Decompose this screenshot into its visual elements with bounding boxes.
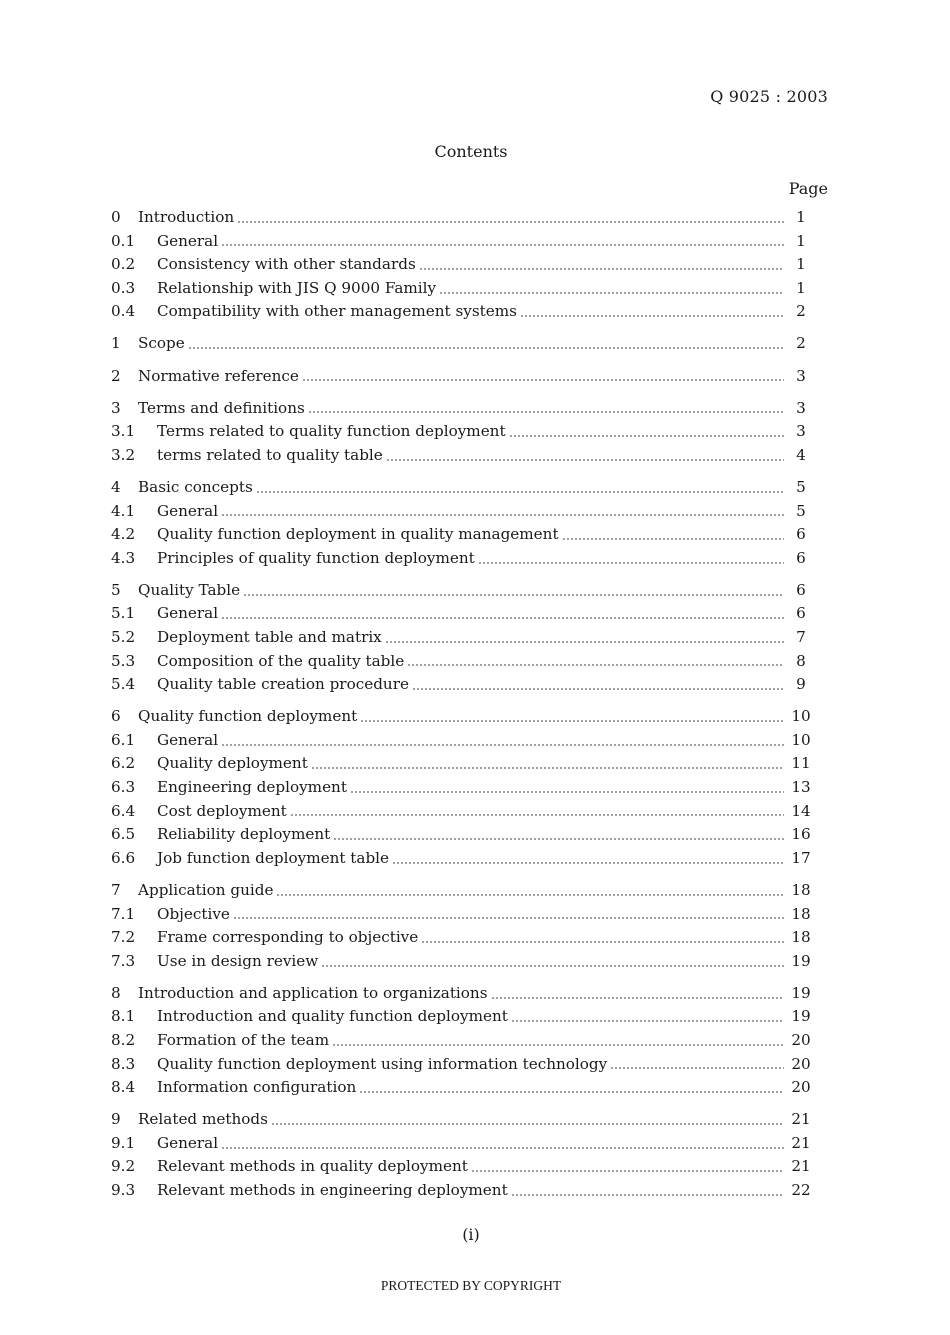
toc-entry-title: Application guide <box>138 880 274 899</box>
toc-entry-title: Introduction <box>138 208 235 226</box>
toc-subsection-entry[interactable] <box>111 903 814 927</box>
dot-leader <box>221 514 784 516</box>
toc-entry-number: 4.3 <box>111 548 136 567</box>
toc-entry-title: Cost deployment <box>157 801 287 820</box>
toc-entry-title: Relevant methods in engineering deployment <box>157 1181 508 1200</box>
dot-leader <box>221 244 784 246</box>
toc-subsection-entry[interactable] <box>111 277 814 301</box>
dot-leader <box>491 997 784 999</box>
toc-entry-title: Quality function deployment <box>138 707 358 726</box>
dot-leader <box>233 917 784 919</box>
toc-subsection-entry[interactable] <box>111 420 814 444</box>
toc-entry-page: 20 <box>791 1031 811 1049</box>
dot-leader <box>520 315 784 317</box>
toc-section-entry[interactable] <box>111 982 814 1006</box>
toc-section-entry[interactable] <box>111 332 814 356</box>
toc-subsection-entry[interactable] <box>111 926 814 950</box>
dot-leader <box>350 791 784 793</box>
toc-entry-title: Formation of the team <box>157 1031 330 1049</box>
dot-leader <box>302 379 784 381</box>
toc-entry-number: 6.5 <box>111 825 136 844</box>
dot-leader <box>276 894 784 896</box>
toc-entry-page: 19 <box>791 951 811 970</box>
toc-subsection-entry[interactable] <box>111 673 814 697</box>
toc-entry-page: 6 <box>796 580 806 599</box>
toc-entry-number: 6.3 <box>111 778 136 797</box>
toc-entry-number: 8.3 <box>111 1054 136 1073</box>
copyright-notice: PROTECTED BY COPYRIGHT <box>380 1278 562 1293</box>
toc-entry-page: 21 <box>791 1110 811 1129</box>
toc-entry-number: 5.4 <box>111 675 136 694</box>
dot-leader <box>243 594 784 596</box>
dot-leader <box>562 538 784 540</box>
dot-leader <box>511 1020 784 1022</box>
toc-entry-number: 3.1 <box>111 422 136 441</box>
toc-entry-page: 1 <box>796 231 806 250</box>
toc-entry-page: 5 <box>796 477 806 496</box>
toc-entry-title: Information configuration <box>157 1078 357 1097</box>
toc-entry-title: Relationship with JIS Q 9000 Family <box>157 278 437 297</box>
toc-entry-title: Quality Table <box>138 580 241 599</box>
toc-entry-page: 16 <box>791 825 811 844</box>
toc-entry-page: 18 <box>791 928 811 947</box>
toc-entry-title: Relevant methods in quality deployment <box>157 1157 468 1176</box>
toc-entry-number: 8.2 <box>111 1031 136 1049</box>
dot-leader <box>333 838 784 840</box>
toc-entry-title: General <box>157 1133 219 1152</box>
toc-entry-page: 6 <box>796 525 806 544</box>
dot-leader <box>385 641 784 643</box>
toc-entry-number: 4.2 <box>111 525 136 544</box>
toc-subsection-entry[interactable] <box>111 300 814 324</box>
toc-entry-page: 10 <box>791 730 811 749</box>
toc-entry-number: 0.4 <box>111 302 136 321</box>
toc-entry-page: 21 <box>791 1133 811 1152</box>
toc-entry-title: Deployment table and matrix <box>157 628 382 646</box>
dot-leader <box>290 814 784 816</box>
toc-entry-page: 17 <box>791 848 811 867</box>
toc-entry-page: 6 <box>796 548 806 567</box>
toc-entry-title: Terms and definitions <box>138 398 305 417</box>
toc-section-group <box>111 879 814 973</box>
toc-entry-page: 3 <box>796 366 806 385</box>
toc-entry-page: 18 <box>791 904 811 923</box>
toc-entry-title: Composition of the quality table <box>157 651 405 670</box>
page-folio: (i) <box>462 1225 480 1244</box>
page-title: Contents <box>434 142 508 161</box>
toc-entry-title: terms related to quality table <box>157 445 383 464</box>
dot-leader <box>256 491 784 493</box>
toc-entry-title: Reliability deployment <box>157 825 331 844</box>
toc-entry-number: 9.2 <box>111 1157 136 1176</box>
toc-entry-title: Introduction and quality function deployment <box>157 1007 508 1026</box>
toc-section-group <box>111 705 814 870</box>
toc-section-group <box>111 206 814 324</box>
toc-section-entry[interactable] <box>111 579 814 603</box>
toc-entry-page: 22 <box>791 1181 811 1200</box>
toc-entry-number: 6.1 <box>111 730 136 749</box>
dot-leader <box>188 347 784 349</box>
dot-leader <box>311 767 784 769</box>
toc-section-group <box>111 579 814 697</box>
toc-subsection-entry[interactable] <box>111 547 814 571</box>
toc-entry-number: 6.6 <box>111 848 136 867</box>
toc-entry-number: 8.1 <box>111 1007 136 1026</box>
toc-entry-page: 6 <box>796 604 806 623</box>
toc-entry-number: 5.1 <box>111 604 136 623</box>
toc-entry-number: 9.1 <box>111 1133 136 1152</box>
toc-subsection-entry[interactable] <box>111 523 814 547</box>
dot-leader <box>439 292 784 294</box>
toc-section-entry[interactable] <box>111 206 814 230</box>
toc-entry-title: Introduction and application to organizations <box>138 983 488 1002</box>
toc-entry-page: 5 <box>796 501 806 520</box>
toc-entry-number: 7 <box>111 880 121 899</box>
toc-entry-page: 4 <box>796 445 806 464</box>
toc-entry-title: General <box>157 730 219 749</box>
toc-entry-number: 8.4 <box>111 1078 136 1097</box>
toc-entry-title: Quality table creation procedure <box>157 675 409 694</box>
toc-entry-title: Quality deployment <box>157 754 308 773</box>
toc-subsection-entry[interactable] <box>111 1076 814 1100</box>
toc-entry-title: Normative reference <box>138 366 299 385</box>
toc-entry-title: Engineering deployment <box>157 778 347 797</box>
dot-leader <box>386 459 784 461</box>
toc-entry-title: Quality function deployment in quality management <box>157 525 559 544</box>
toc-entry-number: 5 <box>111 580 121 599</box>
toc-subsection-entry[interactable] <box>111 500 814 524</box>
toc-entry-number: 8 <box>111 983 121 1002</box>
toc-section-group <box>111 397 814 468</box>
toc-subsection-entry[interactable] <box>111 823 814 847</box>
dot-leader <box>221 744 784 746</box>
dot-leader <box>478 562 784 564</box>
toc-entry-page: 13 <box>791 778 811 797</box>
toc-subsection-entry[interactable] <box>111 1179 814 1203</box>
dot-leader <box>509 435 784 437</box>
dot-leader <box>471 1170 784 1172</box>
toc-entry-number: 0.2 <box>111 255 136 274</box>
toc-section-group <box>111 982 814 1100</box>
dot-leader <box>237 221 784 223</box>
toc-entry-page: 18 <box>791 880 811 899</box>
toc-subsection-entry[interactable] <box>111 1029 814 1053</box>
dot-leader <box>412 688 784 690</box>
toc-entry-page: 19 <box>791 983 811 1002</box>
toc-section-entry[interactable] <box>111 365 814 389</box>
toc-subsection-entry[interactable] <box>111 800 814 824</box>
toc-entry-title: Related methods <box>138 1110 268 1129</box>
dot-leader <box>610 1067 784 1069</box>
toc-entry-page: 19 <box>791 1007 811 1026</box>
dot-leader <box>511 1194 784 1196</box>
toc-section-group <box>111 365 814 389</box>
dot-leader <box>407 664 784 666</box>
toc-section-group <box>111 476 814 570</box>
toc-entry-page: 3 <box>796 398 806 417</box>
toc-subsection-entry[interactable] <box>111 230 814 254</box>
dot-leader <box>392 862 784 864</box>
toc-subsection-entry[interactable] <box>111 776 814 800</box>
toc-entry-page: 3 <box>796 422 806 441</box>
toc-entry-title: General <box>157 604 219 623</box>
toc-entry-title: Terms related to quality function deployment <box>157 422 506 441</box>
toc-entry-page: 7 <box>796 628 806 646</box>
toc-entry-number: 4 <box>111 477 121 496</box>
toc-subsection-entry[interactable] <box>111 650 814 674</box>
toc-entry-number: 9.3 <box>111 1181 136 1200</box>
toc-entry-number: 5.2 <box>111 628 136 646</box>
toc-entry-page: 21 <box>791 1157 811 1176</box>
toc-entry-number: 1 <box>111 334 121 353</box>
toc-entry-page: 10 <box>791 707 811 726</box>
page-column-header: Page <box>788 179 828 198</box>
dot-leader <box>271 1123 784 1125</box>
dot-leader <box>321 965 784 967</box>
toc-entry-number: 5.3 <box>111 651 136 670</box>
toc-entry-page: 2 <box>796 302 806 321</box>
toc-entry-number: 7.2 <box>111 928 136 947</box>
toc-entry-number: 7.3 <box>111 951 136 970</box>
toc-entry-page: 8 <box>796 651 806 670</box>
toc-section-entry[interactable] <box>111 879 814 903</box>
toc-entry-page: 11 <box>791 754 811 773</box>
toc-entry-title: General <box>157 231 219 250</box>
toc-section-entry[interactable] <box>111 397 814 421</box>
toc-section-group <box>111 1108 814 1202</box>
toc-section-entry[interactable] <box>111 476 814 500</box>
toc-entry-title: General <box>157 501 219 520</box>
toc-subsection-entry[interactable] <box>111 847 814 871</box>
toc-subsection-entry[interactable] <box>111 950 814 974</box>
toc-entry-title: Consistency with other standards <box>157 255 416 274</box>
toc-entry-number: 6 <box>111 707 121 726</box>
dot-leader <box>360 720 784 722</box>
toc-entry-page: 20 <box>791 1054 811 1073</box>
toc-entry-number: 3 <box>111 398 121 417</box>
toc-entry-number: 0.1 <box>111 231 136 250</box>
toc-entry-number: 3.2 <box>111 445 136 464</box>
dot-leader <box>308 411 784 413</box>
toc-entry-title: Basic concepts <box>138 477 253 496</box>
toc-entry-number: 0.3 <box>111 278 136 297</box>
toc-entry-title: Compatibility with other management systems <box>157 302 517 321</box>
toc-subsection-entry[interactable] <box>111 1132 814 1156</box>
toc-entry-title: Frame corresponding to objective <box>157 928 419 947</box>
toc-section-group <box>111 332 814 356</box>
toc-entry-number: 7.1 <box>111 904 136 923</box>
toc-entry-number: 4.1 <box>111 501 136 520</box>
toc-entry-number: 2 <box>111 366 121 385</box>
document-number: Q 9025 : 2003 <box>710 87 828 106</box>
toc-subsection-entry[interactable] <box>111 602 814 626</box>
toc-subsection-entry[interactable] <box>111 444 814 468</box>
dot-leader <box>332 1044 784 1046</box>
dot-leader <box>419 268 784 270</box>
toc-entry-page: 1 <box>796 208 806 226</box>
dot-leader <box>221 617 784 619</box>
toc-subsection-entry[interactable] <box>111 1005 814 1029</box>
dot-leader <box>359 1091 784 1093</box>
toc-subsection-entry[interactable] <box>111 752 814 776</box>
toc-subsection-entry[interactable] <box>111 1053 814 1077</box>
toc-entry-page: 2 <box>796 334 806 353</box>
toc-subsection-entry[interactable] <box>111 626 814 650</box>
toc-entry-title: Principles of quality function deployment <box>157 548 475 567</box>
toc-entry-title: Quality function deployment using information technology <box>157 1054 608 1073</box>
toc-subsection-entry[interactable] <box>111 729 814 753</box>
toc-entry-number: 9 <box>111 1110 121 1129</box>
toc-section-entry[interactable] <box>111 1108 814 1132</box>
table-of-contents <box>111 206 814 1211</box>
toc-entry-page: 14 <box>791 801 811 820</box>
toc-subsection-entry[interactable] <box>111 253 814 277</box>
toc-subsection-entry[interactable] <box>111 1155 814 1179</box>
toc-entry-title: Job function deployment table <box>157 848 390 867</box>
toc-entry-page: 9 <box>796 675 806 694</box>
toc-entry-title: Scope <box>138 334 185 353</box>
toc-entry-title: Use in design review <box>157 951 319 970</box>
toc-entry-page: 1 <box>796 255 806 274</box>
toc-section-entry[interactable] <box>111 705 814 729</box>
dot-leader <box>421 941 784 943</box>
toc-entry-page: 1 <box>796 278 806 297</box>
toc-entry-title: Objective <box>157 904 230 923</box>
toc-entry-number: 6.4 <box>111 801 136 820</box>
toc-entry-page: 20 <box>791 1078 811 1097</box>
toc-entry-number: 0 <box>111 208 121 226</box>
dot-leader <box>221 1147 784 1149</box>
toc-entry-number: 6.2 <box>111 754 136 773</box>
